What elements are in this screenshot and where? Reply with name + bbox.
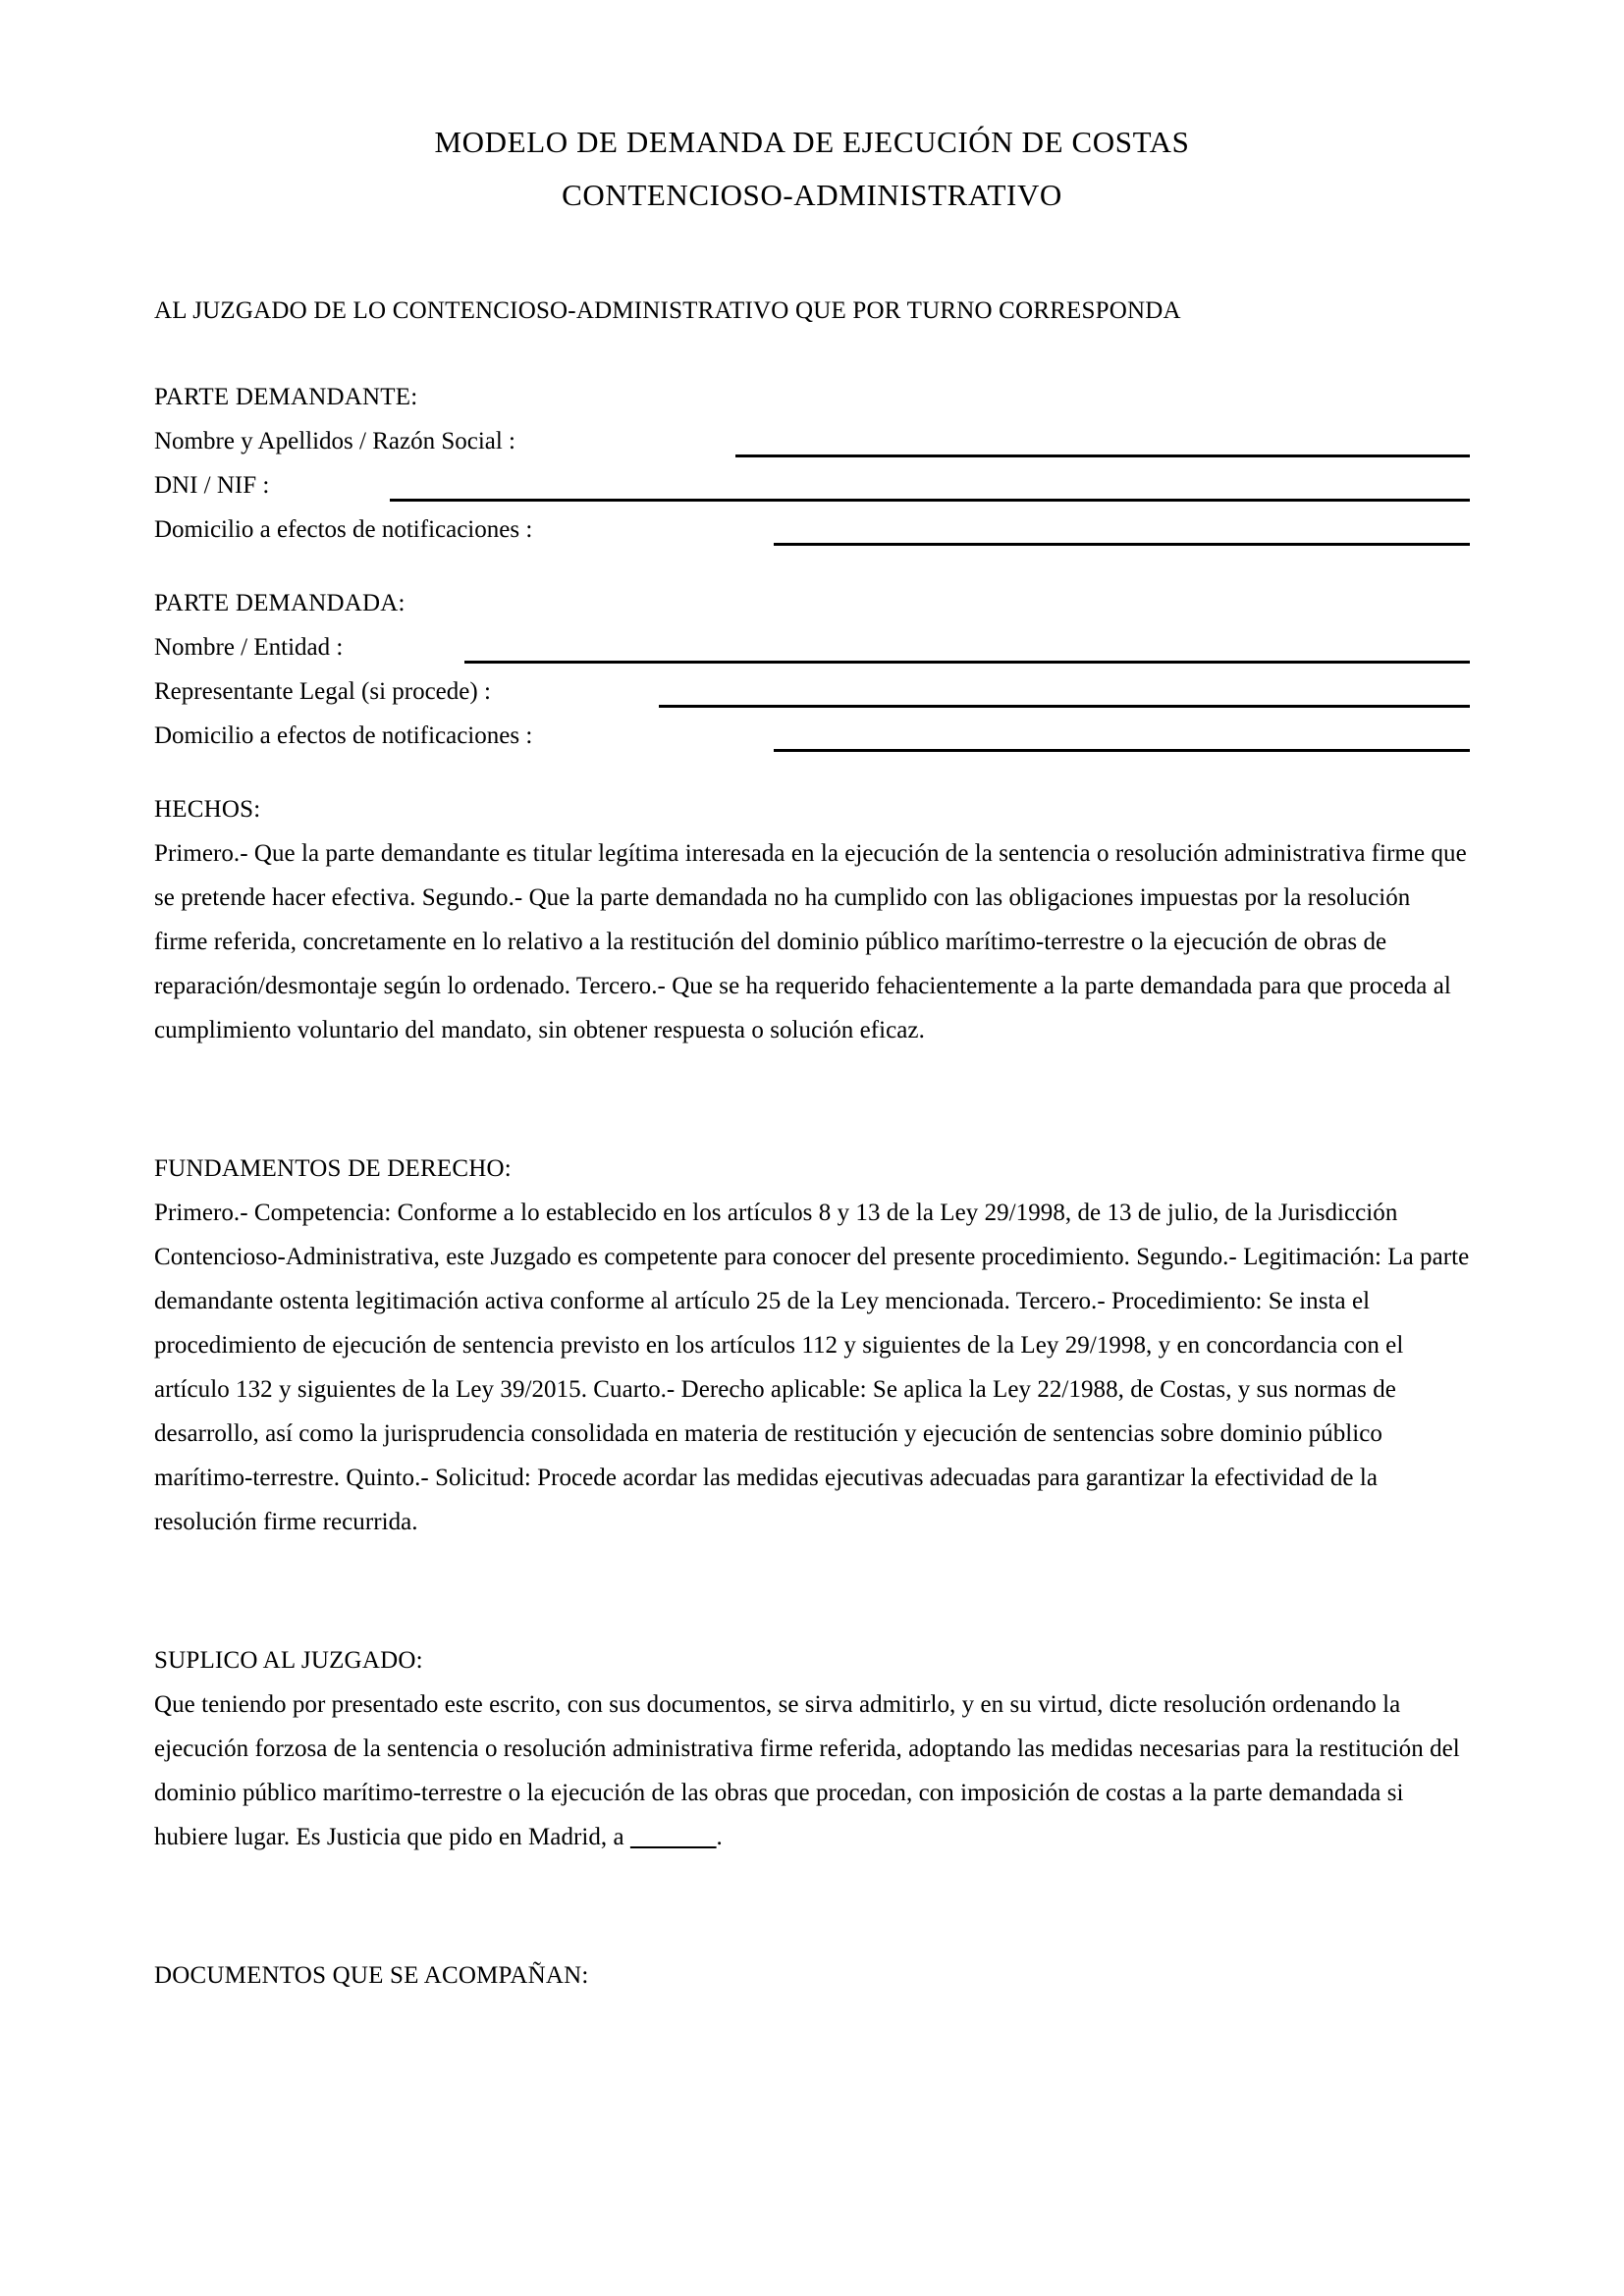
spacer	[154, 222, 1470, 293]
field-label-nombre-apellidos: Nombre y Apellidos / Razón Social :	[154, 419, 521, 463]
field-label-domicilio-demandante: Domicilio a efectos de notificaciones :	[154, 507, 538, 552]
section-body-fundamentos: Primero.- Competencia: Conforme a lo establecido en los artículos 8 y 13 de la Ley 29/1998, de 13 de julio, de la Jurisdicción Contencioso-Administrativa, este Juzgado es competente para conocer del presente procedimiento. Segundo.- Legitimación: La parte demandante ostenta legitimación activa conforme al artículo 25 de la Ley mencionada. Tercero.- Procedimiento: Se insta el procedimiento de ejecución de sentencia previsto en los artículos 112 y siguientes de la Ley 29/1998, y en concordancia con el artículo 132 y siguientes de la Ley 39/2015. Cuarto.- Derecho aplicable: Se aplica la Ley 22/1988, de Costas, y sus normas de desarrollo, así como la jurisprudencia consolidada en materia de restitución y ejecución de sentencias sobre dominio público marítimo-terrestre. Quinto.- Solicitud: Procede acordar las medidas ejecutivas adecuadas para garantizar la efectividad de la resolución firme recurrida.	[154, 1200, 1470, 1535]
section-heading-parte-demandada: PARTE DEMANDADA:	[154, 590, 406, 616]
section-heading-hechos: HECHOS:	[154, 796, 261, 823]
spacer	[154, 1859, 1470, 1953]
section-body-hechos: Primero.- Que la parte demandante es titular legítima interesada en la ejecución de la sentencia o resolución administrativa firme que se pretende hacer efectiva. Segundo.- Que la parte demandada no ha cumplido con las obligaciones impuestas por la resolución firme referida, concretamente en lo relativo a la restitución del dominio público marítimo-terrestre o la ejecución de obras de reparación/desmontaje según lo ordenado. Tercero.- Que se ha requerido fehacientemente a la parte demandada para que proceda al cumplimiento voluntario del mandato, sin obtener respuesta o solución eficaz.	[154, 840, 1467, 1043]
field-label-representante-legal: Representante Legal (si procede) :	[154, 669, 497, 714]
field-row-representante-legal	[154, 669, 1470, 714]
section-heading-documentos: DOCUMENTOS QUE SE ACOMPAÑAN:	[154, 1962, 589, 1989]
suplico-text-before-blank: Que teniendo por presentado este escrito, con sus documentos, se sirva admitirlo, y en su virtud, dicte resolución ordenando la ejecución forzosa de la sentencia o resolución administrativa firme referida, adoptando las medidas necesarias para la restitución del dominio público marítimo-terrestre o la ejecución de las obras que procedan, con imposición de costas a la parte demandada si hubiere lugar. Es Justicia que pido en Madrid, a	[154, 1691, 1460, 1850]
field-row-domicilio-demandada	[154, 714, 1470, 758]
document-title-block	[0, 116, 1624, 222]
page-title-line-1: MODELO DE DEMANDA DE EJECUCIÓN DE COSTAS	[434, 125, 1190, 159]
spacer	[154, 552, 1470, 581]
section-heading-suplico: SUPLICO AL JUZGADO:	[154, 1647, 423, 1674]
field-label-dni-nif: DNI / NIF :	[154, 463, 275, 507]
spacer	[154, 1052, 1470, 1147]
section-heading-fundamentos: FUNDAMENTOS DE DERECHO:	[154, 1155, 512, 1182]
field-row-dni-nif	[154, 463, 1470, 507]
field-label-nombre-entidad: Nombre / Entidad :	[154, 625, 349, 669]
field-rule-nombre-apellidos[interactable]	[735, 454, 1470, 457]
section-body-suplico	[154, 1682, 1470, 1859]
field-row-nombre-apellidos	[154, 419, 1470, 463]
page-title-line-2: CONTENCIOSO-ADMINISTRATIVO	[562, 178, 1062, 212]
field-rule-dni-nif[interactable]	[390, 499, 1470, 502]
field-rule-nombre-entidad[interactable]	[464, 661, 1470, 664]
field-rule-representante-legal[interactable]	[659, 705, 1470, 708]
spacer	[154, 758, 1470, 787]
suplico-date-blank[interactable]: _______	[629, 1824, 717, 1850]
field-row-nombre-entidad	[154, 625, 1470, 669]
section-heading-parte-demandante: PARTE DEMANDANTE:	[154, 384, 418, 410]
field-rule-domicilio-demandada[interactable]	[774, 749, 1470, 752]
suplico-text-after-blank: .	[716, 1824, 723, 1850]
field-row-domicilio-demandante	[154, 507, 1470, 552]
field-label-domicilio-demandada: Domicilio a efectos de notificaciones :	[154, 714, 538, 758]
addressee-line: AL JUZGADO DE LO CONTENCIOSO-ADMINISTRATIVO QUE POR TURNO CORRESPONDA	[154, 297, 1181, 324]
spacer	[154, 1544, 1470, 1638]
spacer	[154, 330, 1470, 375]
document-body	[154, 222, 1470, 1998]
field-rule-domicilio-demandante[interactable]	[774, 543, 1470, 546]
